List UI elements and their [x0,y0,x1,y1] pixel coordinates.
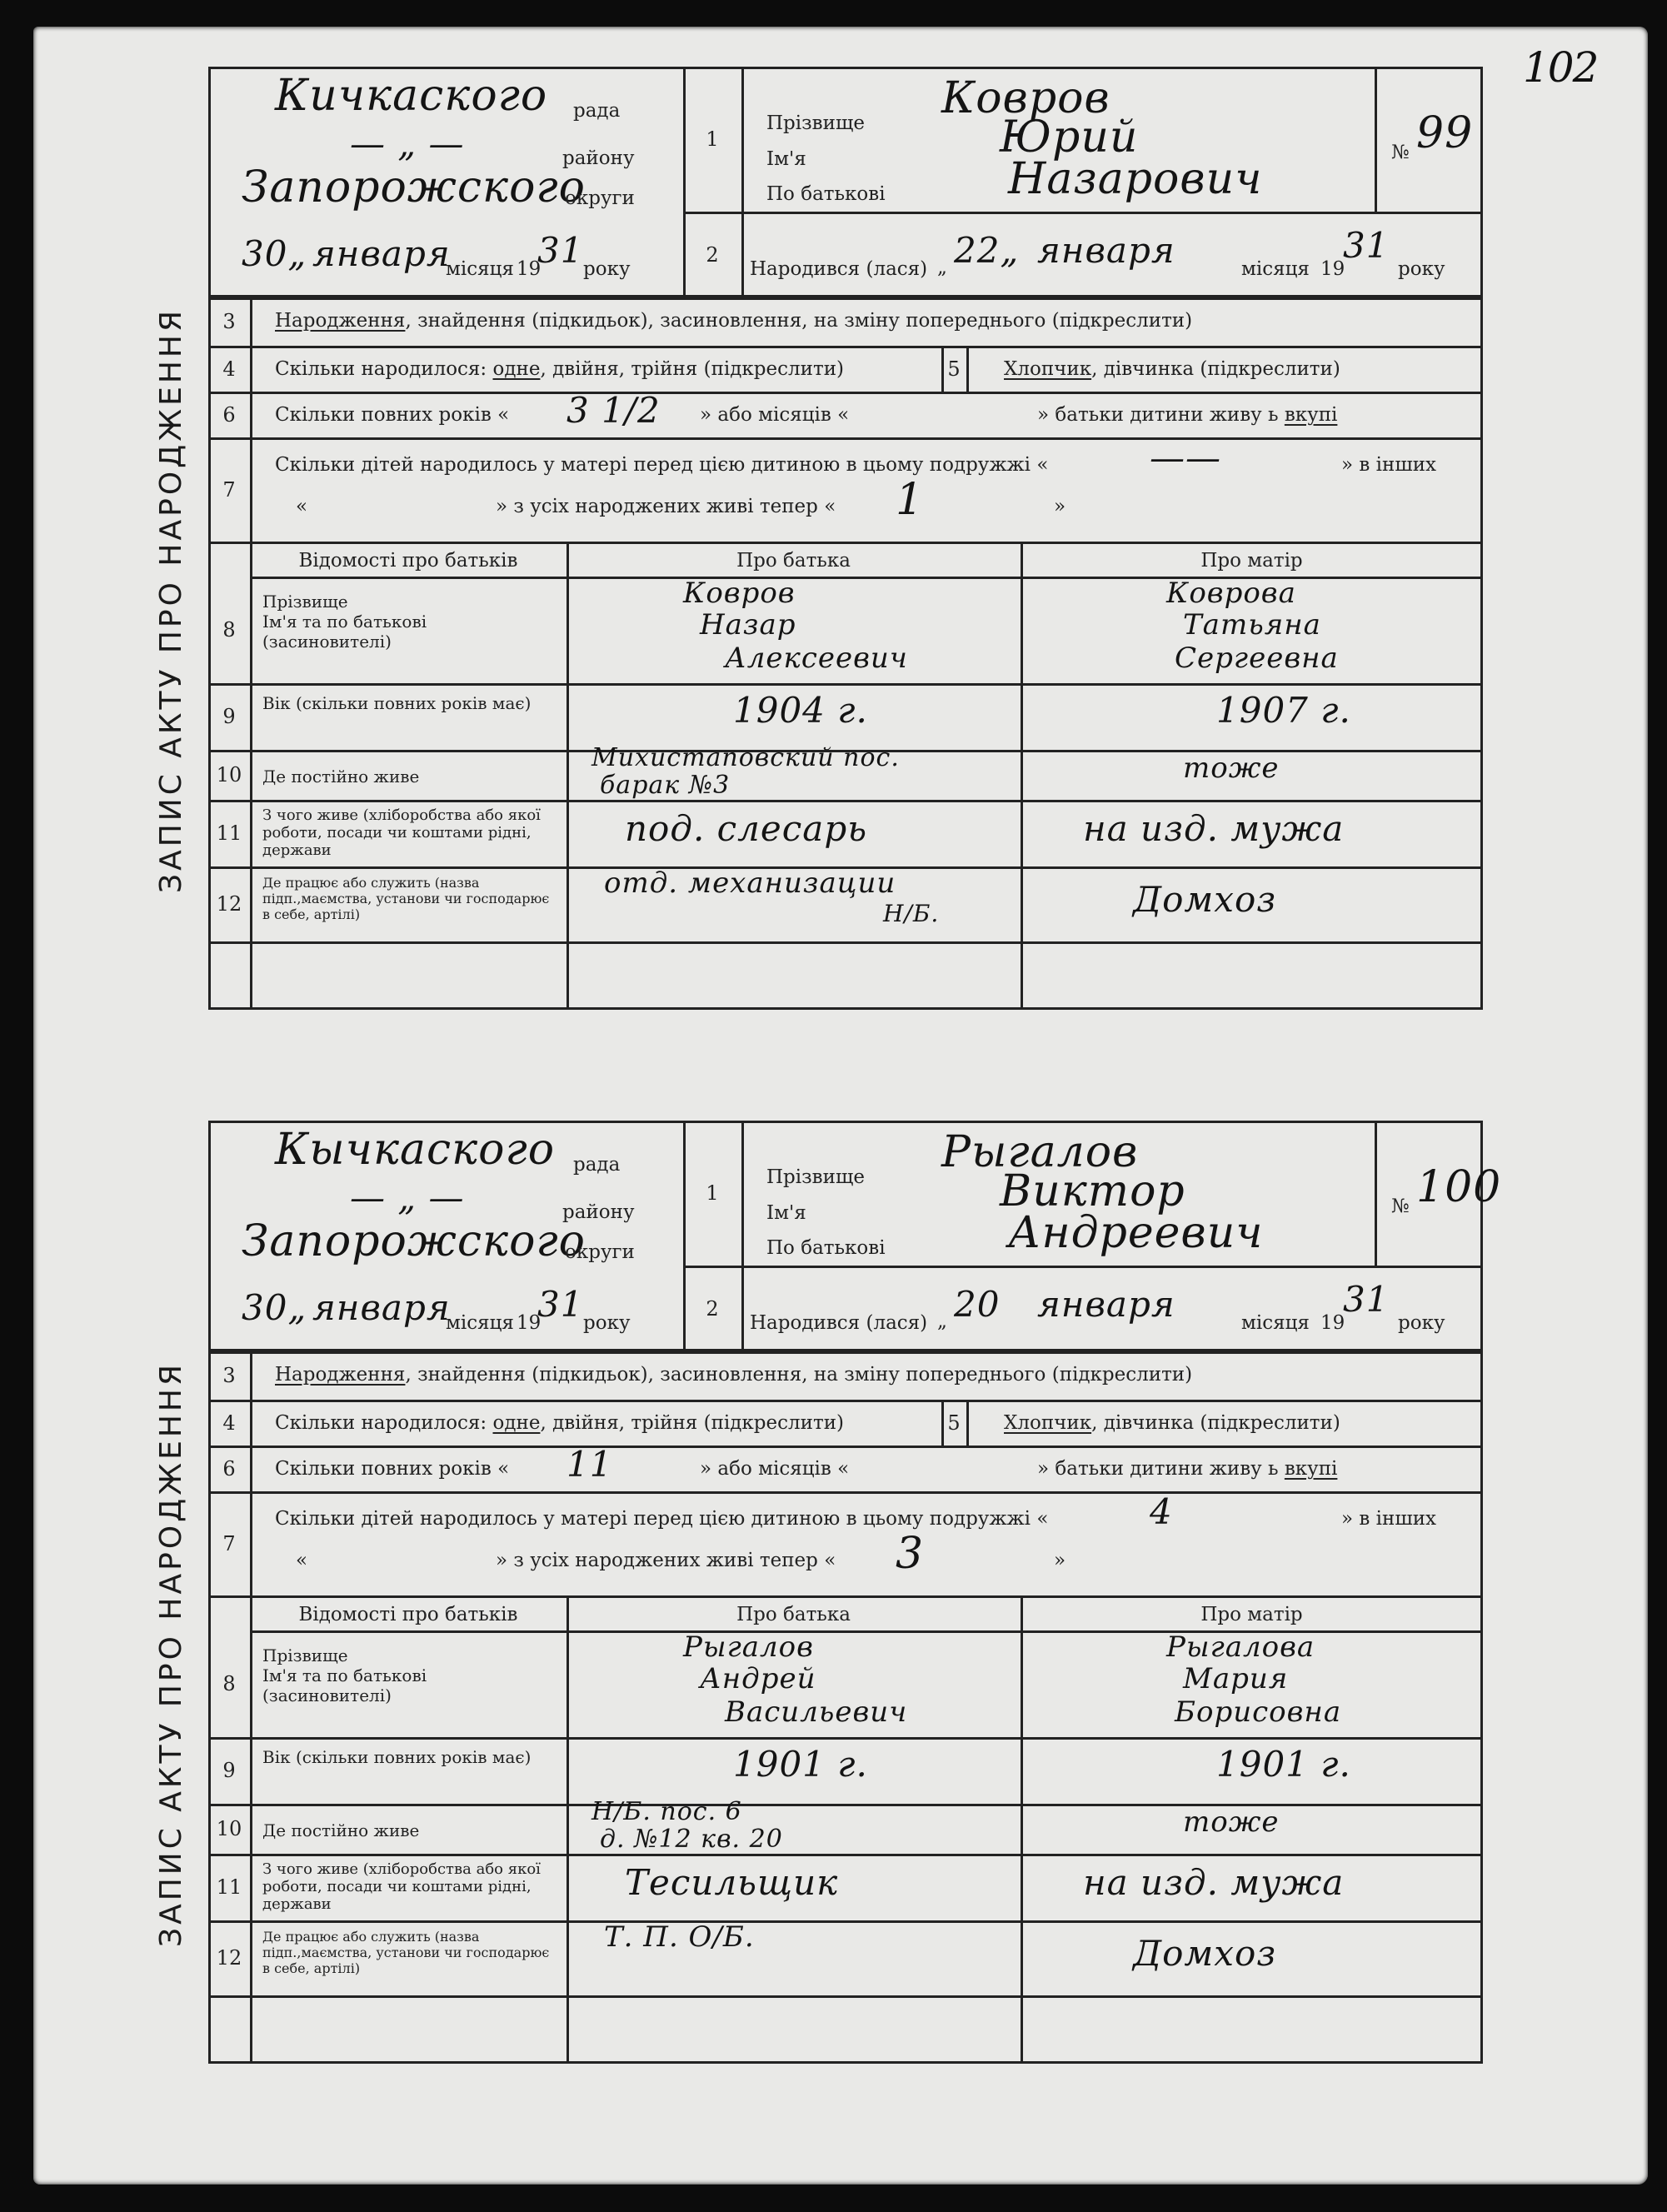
name-value: Виктор [1000,1166,1185,1216]
field-number-7: 7 [222,1531,236,1555]
father-age: 1901 г. [733,1744,868,1785]
quote-mark: „ [937,1311,947,1332]
field-number-11: 11 [216,1875,242,1899]
page-number: 102 [1523,43,1598,92]
birth-day: 20 [954,1284,1001,1325]
patronymic-value: Назарович [1008,154,1263,204]
registration-year: 31 [537,1284,584,1325]
birth-year: 31 [1343,225,1390,266]
years-together-value: 3 1/2 [566,390,661,431]
mother-occupation: на изд. мужа [1083,808,1345,849]
row6-text-a: Скільки повних років « [275,1458,510,1480]
row9-label: Вік (скільки повних років має) [262,1747,532,1767]
raion-value: — „ — [350,123,465,164]
row12-label: Де працює або служить (назва підп.,маємства, установи чи господарює в себе, артілі) [262,1929,550,1976]
field-number-9: 9 [222,1759,236,1782]
reg-year-label: року [583,1312,631,1334]
row10-label: Де постійно живе [262,766,420,786]
raion-label: району [562,147,635,169]
reg-year-label: року [583,258,631,280]
birth-record-1 [0,67,1667,1133]
row7-text-a: Скільки дітей народилось у матері перед цією дитиною в цьому подружжі « [275,1508,1049,1530]
row7-text-c: « [296,1550,308,1571]
row10-label: Де постійно живе [262,1820,420,1840]
row7-text-e: » [1054,1550,1066,1571]
field-number-8: 8 [222,618,236,642]
row3-text: Народження, знайдення (підкидьок), засиновлення, на зміну попереднього (підкреслити) [275,1364,1193,1386]
father-address-2: д. №12 кв. 20 [600,1825,783,1854]
birth-month-label: місяця [1241,1312,1310,1334]
field-number-5: 5 [947,1411,961,1435]
row8-label: Прізвище Ім'я та по батькові (засиновителі) [262,592,427,652]
row6-text-a: Скільки повних років « [275,404,510,426]
name-label: Ім'я [766,1202,806,1224]
mother-work: Домхоз [1133,1933,1277,1974]
father-address-1: Михистаповский пос. [591,743,900,772]
patronymic-label: По батькові [766,183,886,205]
row6-text-b: » або місяців « [700,404,850,426]
father-address-2: барак №3 [600,771,731,800]
father-first-name: Андрей [700,1662,816,1695]
row7-text-b: » в інших [1341,1508,1437,1530]
surname-value: Рыгалов [941,1127,1139,1177]
field-number-6: 6 [222,1456,236,1480]
father-occupation: Тесильщик [625,1862,839,1903]
born-label: Народився (лася) [750,258,928,280]
record-number-label: № [1391,142,1410,163]
registration-month: января [312,233,451,274]
raion-label: району [562,1201,635,1223]
field-number-1: 1 [706,127,719,151]
name-value: Юрий [1000,112,1139,162]
row12-label: Де працює або служить (назва підп.,маємства, установи чи господарює в себе, артілі) [262,875,550,922]
children-before-value: 4 [1150,1491,1173,1532]
field-number-1: 1 [706,1181,719,1205]
row9-label: Вік (скільки повних років має) [262,693,532,713]
row7-text-a: Скільки дітей народилось у матері перед цією дитиною в цьому подружжі « [275,454,1049,476]
field-number-9: 9 [222,705,236,728]
field-number-3: 3 [222,1364,236,1387]
patronymic-value: Андреевич [1008,1208,1264,1258]
row6-text-c: » батьки дитини живу ь вкупі [1037,404,1338,426]
reg-month-label: місяця [446,1312,514,1334]
children-alive-value: 1 [896,475,925,525]
rada-label: рада [573,100,621,122]
name-label: Ім'я [766,148,806,170]
mother-header: Про матір [1200,550,1303,572]
row11-label: З чого живе (хліборобства або якої роботи, посади чи коштами рідні, держави [262,1860,541,1913]
quote-mark: „ [937,257,947,278]
field-number-8: 8 [222,1672,236,1695]
field-number-6: 6 [222,402,236,427]
reg-month-label: місяця [446,258,514,280]
birth-year-prefix: 19 [1320,258,1345,280]
raion-value: — „ — [350,1177,465,1218]
mother-patronymic: Сергеевна [1175,642,1339,675]
mother-address: тоже [1183,751,1280,785]
mother-age: 1907 г. [1216,690,1351,731]
okruga-value: Запорожского [242,1216,586,1266]
birth-record-2 [0,1121,1667,2187]
field-number-7: 7 [222,477,236,502]
record-side-label: ЗАПИС АКТУ ПРО НАРОДЖЕННЯ [153,307,188,893]
row5-text: Хлопчик, дівчинка (підкреслити) [1004,358,1340,380]
okruga-label: округи [565,1241,635,1263]
father-header: Про батька [736,1604,851,1625]
record-side-label: ЗАПИС АКТУ ПРО НАРОДЖЕННЯ [153,1361,188,1947]
father-work-1: Т. П. О/Б. [604,1920,755,1954]
field-number-11: 11 [216,821,242,845]
father-patronymic: Алексеевич [725,642,908,675]
years-together-value: 11 [566,1444,613,1485]
registration-day: 30„ [242,233,307,274]
children-alive-value: 3 [896,1529,925,1579]
father-patronymic: Васильевич [725,1695,908,1729]
row8-label: Прізвище Ім'я та по батькові (засиновителі) [262,1645,427,1705]
mother-header: Про матір [1200,1604,1303,1625]
birth-month: января [1037,1284,1175,1325]
mother-work: Домхоз [1133,879,1277,920]
birth-year: 31 [1343,1279,1390,1320]
rada-value: Кычкаского [275,1125,556,1175]
father-address-1: Н/Б. пос. 6 [591,1797,742,1826]
parents-header: Відомості про батьків [298,1604,518,1625]
row11-label: З чого живе (хліборобства або якої роботи, посади чи коштами рідні, держави [262,806,541,859]
row4-text: Скільки народилося: одне, двійня, трійня (підкреслити) [275,1412,844,1434]
row7-text-d: » з усіх народжених живі тепер « [496,496,836,517]
parents-header: Відомості про батьків [298,550,518,572]
birth-year-label: року [1398,1312,1445,1334]
born-label: Народився (лася) [750,1312,928,1334]
registration-month: января [312,1287,451,1328]
field-number-10: 10 [216,763,242,786]
row7-text-b: » в інших [1341,454,1437,476]
father-work-2: Н/Б. [883,900,940,927]
birth-day: 22„ [954,230,1020,271]
reg-year-prefix: 19 [517,258,542,280]
field-number-10: 10 [216,1817,242,1840]
mother-address: тоже [1183,1805,1280,1839]
okruga-value: Запорожского [242,162,586,212]
father-work-1: отд. механизации [604,866,896,900]
row4-text: Скільки народилося: одне, двійня, трійня (підкреслити) [275,358,844,380]
mother-patronymic: Борисовна [1175,1695,1342,1729]
field-number-4: 4 [222,357,236,381]
birth-year-label: року [1398,258,1445,280]
rada-label: рада [573,1154,621,1176]
row7-text-c: « [296,496,308,517]
reg-year-prefix: 19 [517,1312,542,1334]
mother-occupation: на изд. мужа [1083,1862,1345,1903]
registration-year: 31 [537,230,584,271]
record-number: 100 [1416,1162,1502,1212]
father-first-name: Назар [700,608,796,642]
field-number-3: 3 [222,310,236,333]
row6-text-b: » або місяців « [700,1458,850,1480]
patronymic-label: По батькові [766,1237,886,1259]
row3-text: Народження, знайдення (підкидьок), засиновлення, на зміну попереднього (підкреслити) [275,310,1193,332]
father-age: 1904 г. [733,690,868,731]
okruga-label: округи [565,187,635,209]
record-number: 99 [1416,108,1474,158]
registration-day: 30„ [242,1287,307,1328]
row7-text-d: » з усіх народжених живі тепер « [496,1550,836,1571]
birth-month-label: місяця [1241,258,1310,280]
mother-surname: Рыгалова [1166,1630,1315,1664]
rada-value: Кичкаского [275,71,548,121]
record-number-label: № [1391,1196,1410,1217]
mother-first-name: Мария [1183,1662,1289,1695]
field-number-4: 4 [222,1411,236,1435]
field-number-2: 2 [706,242,719,267]
mother-first-name: Татьяна [1183,608,1321,642]
father-occupation: под. слесарь [625,808,868,849]
field-number-5: 5 [947,357,961,381]
birth-year-prefix: 19 [1320,1312,1345,1334]
birth-month: января [1037,230,1175,271]
field-number-2: 2 [706,1296,719,1321]
field-number-12: 12 [216,1946,242,1970]
children-before-value: —— [1150,437,1221,478]
surname-label: Прізвище [766,1166,865,1188]
surname-label: Прізвище [766,112,865,134]
father-header: Про батька [736,550,851,572]
row5-text: Хлопчик, дівчинка (підкреслити) [1004,1412,1340,1434]
mother-surname: Коврова [1166,577,1296,610]
row6-text-c: » батьки дитини живу ь вкупі [1037,1458,1338,1480]
field-number-12: 12 [216,892,242,916]
surname-value: Ковров [941,73,1111,123]
row7-text-e: » [1054,496,1066,517]
mother-age: 1901 г. [1216,1744,1351,1785]
father-surname: Ковров [683,577,796,610]
father-surname: Рыгалов [683,1630,814,1664]
